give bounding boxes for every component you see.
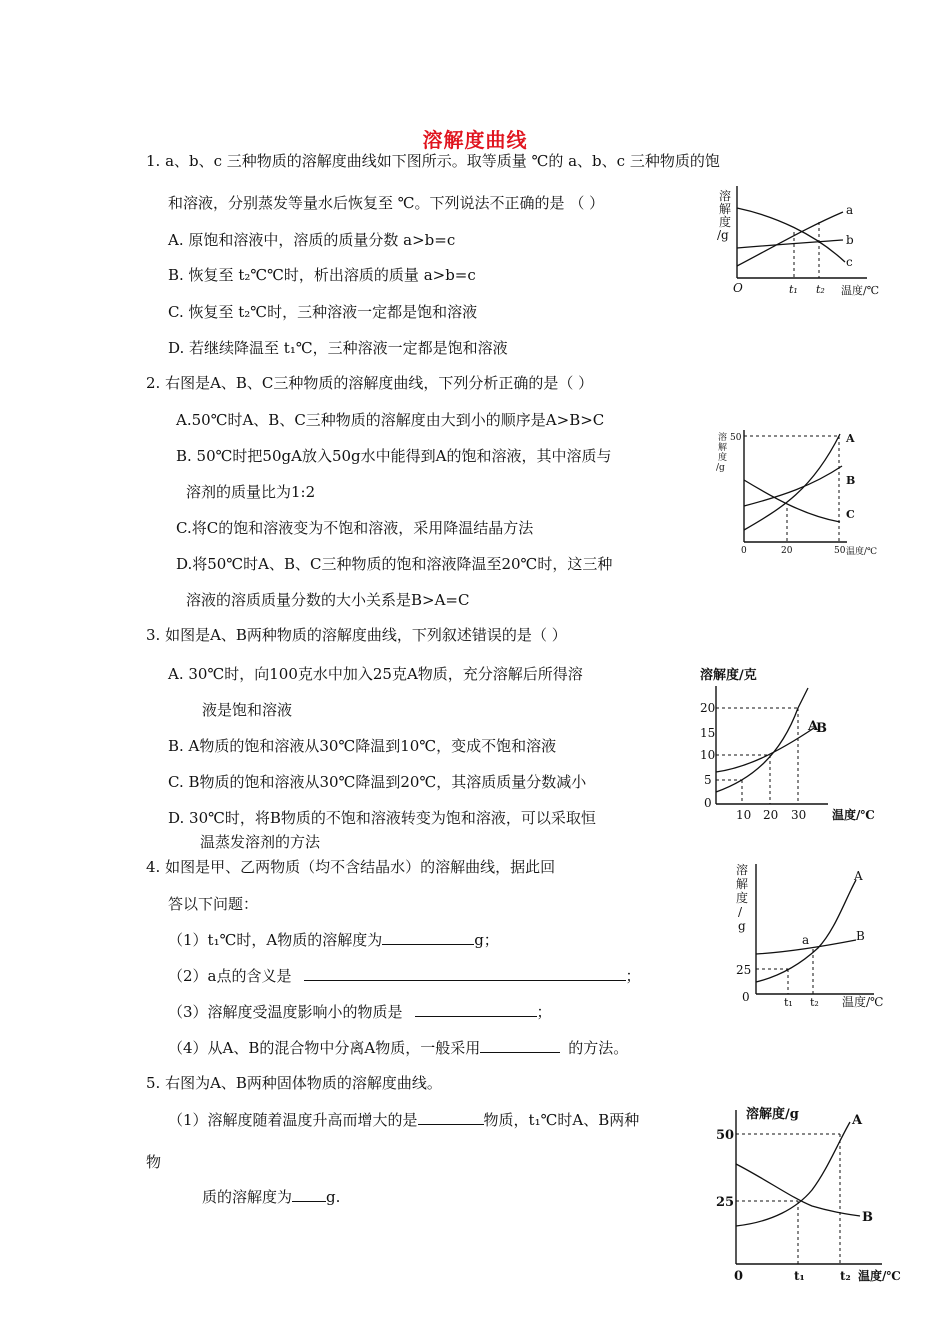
q3-y15-label: 15 bbox=[700, 726, 716, 740]
q2-y50-label: 50 bbox=[730, 433, 742, 443]
q1-xlabel: 温度/℃ bbox=[841, 284, 880, 297]
q1-t2-label: t₂ bbox=[816, 283, 825, 296]
q2-ylabel: 溶解度/g bbox=[716, 433, 728, 473]
q4-stem-line2: 答以下问题： bbox=[168, 895, 259, 913]
q3-ylabel: 溶解度/克 bbox=[700, 668, 757, 683]
q2-curve-a bbox=[744, 434, 840, 530]
q4-part2 bbox=[168, 966, 641, 986]
q5-part1-line2: 物 bbox=[146, 1153, 162, 1171]
q2-x50-label: 50 bbox=[834, 546, 846, 556]
q2-option-a: A.50℃时A、B、C三种物质的溶解度由大到小的顺序是A>B>C bbox=[176, 411, 605, 429]
q5-part1-line3 bbox=[202, 1187, 340, 1207]
q1-label-a: a bbox=[846, 203, 854, 217]
q4-xlabel: 温度/℃ bbox=[842, 995, 884, 1009]
q2-label-c: C bbox=[846, 508, 855, 521]
q4-label-b: B bbox=[856, 929, 865, 943]
q3-y10-label: 10 bbox=[700, 748, 716, 762]
q2-curve-b bbox=[744, 466, 842, 506]
q2-label-a: A bbox=[846, 432, 855, 445]
q3-option-d-line1: D. 30℃时，将B物质的不饱和溶液转变为饱和溶液，可以采取恒 bbox=[168, 809, 596, 827]
q1-option-b: B. 恢复至 t₂℃℃时，析出溶质的质量 a>b=c bbox=[168, 266, 476, 284]
q4-part4-blank[interactable] bbox=[480, 1038, 560, 1053]
q4-part1-blank[interactable] bbox=[382, 930, 474, 945]
q4-part3-blank[interactable] bbox=[415, 1002, 537, 1017]
q4-part3 bbox=[168, 1002, 552, 1022]
q5-xlabel: 温度/℃ bbox=[858, 1269, 901, 1283]
q5-solubility-chart bbox=[712, 1100, 902, 1285]
q4-part2-end: ； bbox=[625, 967, 641, 985]
q2-x0-label: 0 bbox=[741, 546, 747, 556]
q1-stem-line2: 和溶液，分别蒸发等量水后恢复至 ℃。下列说法不正确的是 （ ） bbox=[168, 194, 605, 212]
q1-stem-line1: 1. a、b、c 三种物质的溶解度曲线如下图所示。取等质量 ℃的 a、b、c 三种物质的饱 bbox=[146, 152, 720, 170]
q5-y25-label: 25 bbox=[716, 1195, 735, 1210]
page-title: 溶解度曲线 bbox=[422, 128, 528, 152]
q5-x0-label: 0 bbox=[734, 1269, 744, 1284]
q3-option-a-line1: A. 30℃时，向100克水中加入25克A物质，充分溶解后所得溶 bbox=[168, 665, 583, 683]
q4-label-a: A bbox=[854, 869, 863, 883]
q3-option-a-line2: 液是饱和溶液 bbox=[202, 701, 293, 719]
q4-part2-text: （2）a点的含义是 bbox=[168, 967, 292, 985]
q4-solubility-chart bbox=[730, 860, 890, 1015]
q4-part4-end: 的方法。 bbox=[568, 1039, 629, 1057]
q3-solubility-chart bbox=[700, 662, 890, 827]
q3-option-d-line2: 温蒸发溶剂的方法 bbox=[200, 833, 321, 851]
q3-curve-b bbox=[716, 728, 814, 772]
q4-part3-end: ； bbox=[536, 1003, 552, 1021]
q3-y5-label: 5 bbox=[704, 773, 712, 787]
q5-ylabel: 溶解度/g bbox=[746, 1107, 799, 1122]
q1-option-d: D. 若继续降温至 t₁℃，三种溶液一定都是饱和溶液 bbox=[168, 339, 508, 357]
q1-option-a: A. 原饱和溶液中，溶质的质量分数 a>b=c bbox=[168, 231, 456, 249]
q4-x0-label: 0 bbox=[742, 990, 750, 1004]
q5-part1-text: （1）溶解度随着温度升高而增大的是 bbox=[168, 1111, 418, 1129]
q5-part1-unit: g. bbox=[326, 1188, 341, 1206]
q4-ylabel: 溶解度/ g bbox=[736, 863, 749, 933]
q4-t2-label: t₂ bbox=[810, 996, 819, 1009]
q3-x20-label: 20 bbox=[763, 808, 779, 822]
q1-label-c: c bbox=[846, 255, 853, 269]
q5-part1-text2: 质的溶解度为 bbox=[202, 1188, 293, 1206]
q2-xlabel: 温度/℃ bbox=[846, 547, 878, 557]
q2-option-b-line1: B. 50℃时把50gA放入50g水中能得到A的饱和溶液，其中溶质与 bbox=[176, 447, 612, 465]
q2-solubility-chart bbox=[712, 420, 892, 565]
q3-label-a: A bbox=[808, 719, 819, 734]
q1-option-c: C. 恢复至 t₂℃时，三种溶液一定都是饱和溶液 bbox=[168, 303, 478, 321]
q3-y0-label: 0 bbox=[704, 796, 712, 810]
q5-part1-blank2[interactable] bbox=[292, 1187, 326, 1202]
q4-y25-label: 25 bbox=[736, 963, 752, 977]
q2-option-d-line1: D.将50℃时A、B、C三种物质的饱和溶液降温至20℃时，这三种 bbox=[176, 555, 613, 573]
q1-curve-c bbox=[737, 208, 845, 262]
q1-ylabel: 溶解度/g bbox=[717, 189, 732, 242]
q2-option-d-line2: 溶液的溶质质量分数的大小关系是B>A=C bbox=[186, 591, 470, 609]
q3-xlabel: 温度/℃ bbox=[832, 808, 875, 822]
q4-stem-line1: 4. 如图是甲、乙两物质（均不含结晶水）的溶解曲线，据此回 bbox=[146, 858, 556, 876]
q3-option-c: C. B物质的饱和溶液从30℃降温到20℃，其溶质质量分数减小 bbox=[168, 773, 587, 791]
q5-t2-label: t₂ bbox=[840, 1269, 851, 1283]
q4-curve-a bbox=[756, 880, 856, 982]
q2-x20-label: 20 bbox=[781, 546, 793, 556]
q2-curve-c bbox=[744, 480, 840, 522]
q4-part1-text: （1）t₁℃时，A物质的溶解度为 bbox=[168, 931, 383, 949]
q4-part4 bbox=[168, 1038, 628, 1058]
q4-part3-text: （3）溶解度受温度影响小的物质是 bbox=[168, 1003, 403, 1021]
q5-t1-label: t₁ bbox=[794, 1269, 805, 1283]
q1-label-b: b bbox=[846, 233, 854, 247]
q3-stem: 3. 如图是A、B两种物质的溶解度曲线，下列叙述错误的是（ ） bbox=[146, 626, 567, 644]
q4-point-a-label: a bbox=[802, 933, 810, 947]
q3-x30-label: 30 bbox=[791, 808, 807, 822]
q5-part1-line1 bbox=[168, 1110, 639, 1130]
q3-option-b: B. A物质的饱和溶液从30℃降温到10℃，变成不饱和溶液 bbox=[168, 737, 557, 755]
q5-part1-blank1[interactable] bbox=[418, 1110, 484, 1125]
q5-label-a: A bbox=[852, 1113, 863, 1128]
q5-y50-label: 50 bbox=[716, 1128, 735, 1143]
q3-x10-label: 10 bbox=[736, 808, 752, 822]
q4-t1-label: t₁ bbox=[784, 996, 793, 1009]
q5-label-b: B bbox=[862, 1210, 873, 1225]
q1-solubility-chart bbox=[715, 180, 890, 305]
q4-part1-unit: g； bbox=[474, 931, 499, 949]
q1-curve-a bbox=[737, 212, 843, 266]
q5-stem: 5. 右图为A、B两种固体物质的溶解度曲线。 bbox=[146, 1074, 442, 1092]
q5-part1-mid: 物质，t₁℃时A、B两种 bbox=[483, 1111, 640, 1129]
q2-option-b-line2: 溶剂的质量比为1:2 bbox=[186, 483, 316, 501]
q1-t1-label: t₁ bbox=[789, 283, 798, 296]
q2-stem: 2. 右图是A、B、C三种物质的溶解度曲线，下列分析正确的是（ ） bbox=[146, 374, 594, 392]
q4-part4-text: （4）从A、B的混合物中分离A物质，一般采用 bbox=[168, 1039, 481, 1057]
q2-label-b: B bbox=[846, 474, 856, 487]
q2-option-c: C.将C的饱和溶液变为不饱和溶液，采用降温结晶方法 bbox=[176, 519, 534, 537]
q3-y20-label: 20 bbox=[700, 701, 716, 715]
q1-origin-label: O bbox=[733, 281, 743, 295]
q4-part2-blank[interactable] bbox=[304, 966, 626, 981]
q4-part1 bbox=[168, 930, 499, 950]
q3-label-b: B bbox=[816, 721, 827, 736]
